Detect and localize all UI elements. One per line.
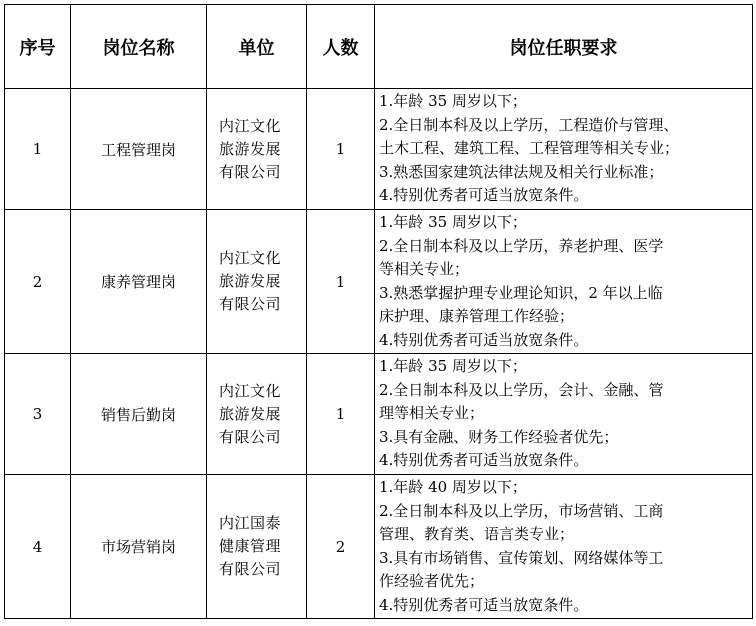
header-unit: 单位 — [207, 5, 307, 89]
cell-position: 工程管理岗 — [71, 89, 207, 210]
cell-seq: 2 — [5, 210, 71, 354]
cell-requirements — [375, 210, 753, 354]
header-requirements: 岗位任职要求 — [375, 5, 753, 89]
unit-line: 有限公司 — [219, 162, 282, 181]
header-row — [5, 5, 753, 89]
cell-position: 康养管理岗 — [71, 210, 207, 354]
cell-count: 2 — [307, 475, 375, 619]
requirement-line: 1.年龄 35 周岁以下； — [379, 357, 527, 375]
unit-line: 健康管理 — [219, 537, 282, 555]
requirement-line: 4.特别优秀者可适当放宽条件。 — [379, 595, 589, 614]
unit-line: 内江文化 — [219, 249, 282, 267]
requirement-line: 4.特别优秀者可适当放宽条件。 — [379, 330, 589, 349]
requirement-line: 1.年龄 35 周岁以下； — [379, 92, 527, 110]
requirement-line: 土木工程、建筑工程、工程管理等相关专业； — [379, 139, 680, 157]
cell-seq: 3 — [5, 354, 71, 475]
cell-requirements — [375, 89, 753, 210]
header-seq: 序号 — [5, 5, 71, 89]
unit-line: 旅游发展 — [219, 404, 282, 423]
requirement-line: 3.具有市场销售、宣传策划、网络媒体等工 — [379, 548, 664, 567]
cell-unit — [207, 354, 307, 475]
unit-line: 旅游发展 — [219, 272, 282, 290]
header-position: 岗位名称 — [71, 5, 207, 89]
table-row — [5, 210, 753, 354]
cell-unit — [207, 210, 307, 354]
cell-unit — [207, 89, 307, 210]
cell-count: 1 — [307, 210, 375, 354]
unit-line: 有限公司 — [219, 295, 282, 313]
cell-position: 市场营销岗 — [71, 475, 207, 619]
requirement-line: 3.具有金融、财务工作经验者优先； — [379, 427, 619, 446]
table-row — [5, 89, 753, 210]
requirement-line: 4.特别优秀者可适当放宽条件。 — [379, 186, 589, 204]
requirement-line: 理等相关专业； — [379, 404, 485, 422]
requirement-line: 2.全日制本科及以上学历，养老护理、医学 — [379, 236, 664, 255]
unit-line: 有限公司 — [219, 427, 282, 446]
unit-line: 内江国泰 — [219, 514, 282, 532]
cell-unit — [207, 475, 307, 619]
table-row — [5, 354, 753, 475]
requirement-line: 1.年龄 35 周岁以下； — [379, 213, 527, 231]
requirement-line: 4.特别优秀者可适当放宽条件。 — [379, 451, 589, 469]
requirement-line: 3.熟悉掌握护理专业理论知识，2 年以上临 — [379, 283, 663, 302]
requirement-line: 3.熟悉国家建筑法律法规及相关行业标准； — [379, 162, 664, 181]
requirement-line: 1.年龄 40 周岁以下； — [379, 478, 527, 496]
cell-count: 1 — [307, 354, 375, 475]
unit-line: 有限公司 — [219, 560, 282, 578]
unit-line: 内江文化 — [219, 116, 282, 135]
unit-line: 旅游发展 — [219, 139, 282, 158]
requirement-line: 2.全日制本科及以上学历，市场营销、工商 — [379, 501, 664, 520]
requirement-line: 2.全日制本科及以上学历，会计、金融、管 — [379, 380, 664, 399]
table-row — [5, 475, 753, 619]
job-requirements-table — [4, 4, 753, 619]
cell-requirements — [375, 354, 753, 475]
cell-position: 销售后勤岗 — [71, 354, 207, 475]
cell-seq: 1 — [5, 89, 71, 210]
requirement-line: 管理、教育类、语言类专业； — [379, 525, 575, 543]
unit-line: 内江文化 — [219, 381, 282, 400]
requirement-line: 床护理、康养管理工作经验； — [379, 307, 575, 325]
requirement-line: 2.全日制本科及以上学历，工程造价与管理、 — [379, 115, 679, 134]
cell-requirements — [375, 475, 753, 619]
header-count: 人数 — [307, 5, 375, 89]
cell-seq: 4 — [5, 475, 71, 619]
requirement-line: 作经验者优先； — [379, 572, 485, 590]
cell-count: 1 — [307, 89, 375, 210]
requirement-line: 等相关专业； — [379, 260, 470, 278]
